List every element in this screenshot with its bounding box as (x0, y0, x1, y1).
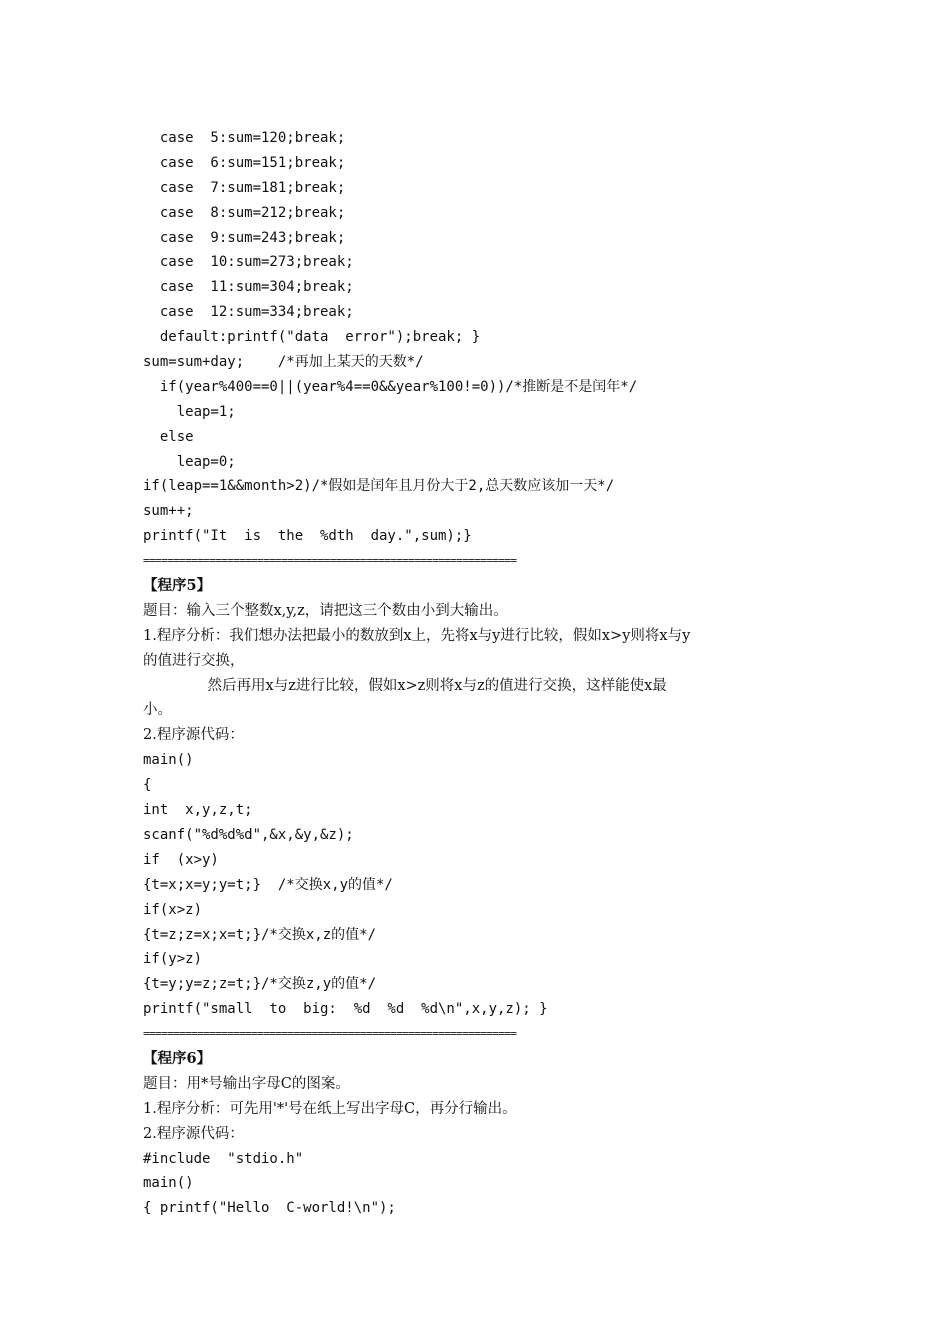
code-line: if (x>y) (143, 851, 219, 868)
section-heading: 【程序5】 (143, 577, 212, 595)
text-line: 的值进行交换， (143, 652, 245, 669)
code-line: leap=1; (143, 403, 236, 420)
code-line: case 9:sum=243;break; (143, 229, 346, 246)
text-line: 2.程序源代码： (143, 1125, 244, 1142)
code-line: case 5:sum=120;break; (143, 130, 346, 146)
code-line: case 7:sum=181;break; (143, 179, 346, 196)
code-line: case 12:sum=334;break; (143, 304, 354, 321)
code-line: case 11:sum=304;break; (143, 279, 354, 296)
code-line: sum=sum+day; /*再加上某天的天数*/ (143, 354, 424, 371)
code-line: main() (143, 1175, 194, 1192)
code-line: if(leap==1&&month>2)/*假如是闰年且月份大于2,总天数应该加一天*/ (143, 478, 615, 495)
code-line: case 10:sum=273;break; (143, 254, 354, 271)
code-line: case 6:sum=151;break; (143, 154, 346, 171)
section-heading: 【程序6】 (143, 1049, 212, 1067)
code-line: { (143, 777, 152, 794)
separator-line: ============================================================== (143, 554, 517, 568)
text-line: 1.程序分析：可先用'*'号在纸上写出字母C，再分行输出。 (143, 1100, 517, 1117)
code-line: { printf("Hello C-world!\n"); (143, 1200, 396, 1217)
code-line: {t=x;x=y;y=t;} /*交换x,y的值*/ (143, 876, 393, 893)
code-line: printf("small to big: %d %d %d\n",x,y,z); } (143, 1001, 548, 1018)
text-line: 然后再用x与z进行比较，假如x>z则将x与z的值进行交换，这样能使x最 (143, 677, 667, 694)
code-line: {t=z;z=x;x=t;}/*交换x,z的值*/ (143, 926, 377, 943)
code-line: if(x>z) (143, 901, 203, 918)
code-line: #include "stdio.h" (143, 1150, 304, 1167)
code-line: sum++; (143, 503, 194, 520)
separator-line: ============================================================== (143, 1027, 517, 1041)
text-line: 2.程序源代码： (143, 727, 244, 744)
code-line: int x,y,z,t; (143, 802, 253, 819)
code-line: leap=0; (143, 453, 236, 470)
text-line: 题目：用*号输出字母C的图案。 (143, 1075, 350, 1092)
code-line: if(year%400==0||(year%4==0&&year%100!=0))/*推断是不是闰年*/ (143, 378, 638, 395)
code-line: if(y>z) (143, 951, 203, 968)
document-page (143, 126, 823, 1221)
text-line: 1.程序分析：我们想办法把最小的数放到x上，先将x与y进行比较，假如x>y则将x与y (143, 627, 691, 644)
code-line: scanf("%d%d%d",&x,&y,&z); (143, 826, 354, 843)
code-line: printf("It is the %dth day.",sum);} (143, 528, 472, 545)
code-line: main() (143, 752, 194, 769)
code-line: {t=y;y=z;z=t;}/*交换z,y的值*/ (143, 976, 377, 993)
code-line: else (143, 428, 194, 445)
code-line: default:printf("data error");break; } (143, 329, 481, 346)
text-line: 题目：输入三个整数x,y,z，请把这三个数由小到大输出。 (143, 602, 508, 619)
code-line: case 8:sum=212;break; (143, 204, 346, 221)
text-line: 小。 (143, 702, 172, 719)
